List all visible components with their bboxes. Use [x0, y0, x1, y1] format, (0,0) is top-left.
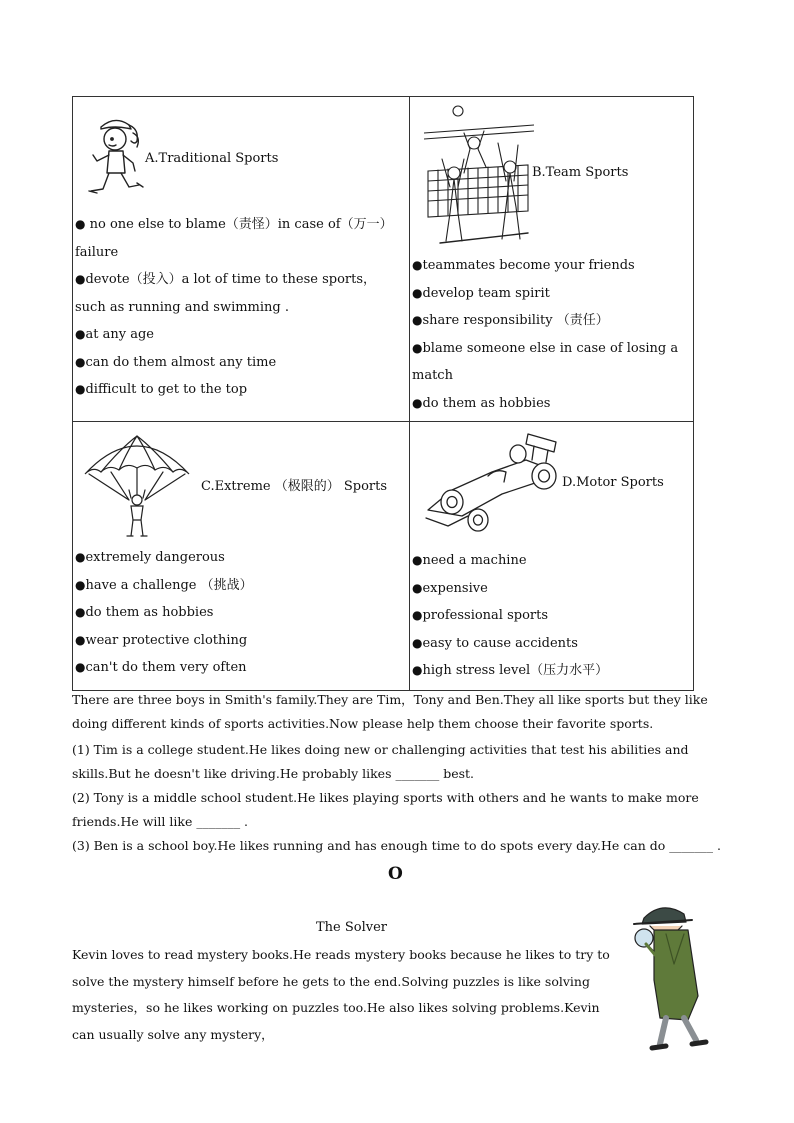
extreme-sports-title: C.Extreme （极限的） Sports	[201, 479, 388, 494]
team-sports-title: B.Team Sports	[532, 165, 629, 180]
question-2: (2) Tony is a middle school student.He likes playing sports with others and he wants to make more friends.He will like _______ .	[72, 790, 699, 829]
cell-motor-sports	[410, 422, 694, 691]
list-item: ●extremely dangerous	[75, 550, 225, 565]
list-item: ●can't do them very often	[75, 660, 247, 675]
list-item: ●teammates become your friends	[412, 258, 635, 273]
list-item: ●devote（投入）a lot of time to these sports，such as running and swimming .	[75, 272, 377, 315]
cell-team-sports	[410, 97, 694, 422]
list-item: ●at any age	[75, 327, 154, 342]
list-item: ●easy to cause accidents	[412, 635, 578, 651]
list-item: ●do them as hobbies	[75, 605, 214, 620]
runner-girl-icon	[85, 111, 145, 207]
list-item: ●share responsibility （责任）	[412, 313, 609, 328]
volleyball-players-icon	[424, 103, 534, 245]
list-item: ●expensive	[412, 580, 488, 596]
list-item: ●can do them almost any time	[75, 354, 277, 370]
section-letter: O	[388, 864, 403, 884]
list-item: ● no one else to blame（责怪）in case of（万一） failure	[75, 217, 393, 260]
list-item: ●difficult to get to the top	[75, 382, 248, 397]
traditional-sports-title: A.Traditional Sports	[145, 151, 279, 166]
race-car-icon	[422, 430, 562, 536]
list-item: ●blame someone else in case of losing a match	[412, 340, 679, 383]
list-item: ●do them as hobbies	[412, 395, 551, 411]
sports-table	[72, 96, 694, 691]
traditional-sports-list	[75, 211, 403, 404]
question-3: (3) Ben is a school boy.He likes running and has enough time to do spots every day.He can do _______ .	[72, 838, 721, 853]
extreme-sports-list	[75, 544, 403, 682]
passage-title: The Solver	[316, 920, 388, 935]
list-item: ●professional sports	[412, 608, 549, 623]
list-item: ●need a machine	[412, 553, 527, 568]
list-item: ●have a challenge （挑战）	[75, 577, 253, 593]
list-item: ●high stress level（压力水平）	[412, 663, 609, 678]
paraglider-icon	[81, 428, 193, 538]
motor-sports-title: D.Motor Sports	[562, 475, 664, 490]
passage-text: Kevin loves to read mystery books.He reads mystery books because he likes to try to solve the mystery himself before he gets to the end.Solving puzzles is like solving mysteries，so he likes working on puzzles too.He also likes solving problems.Kevin can usually solve any mystery，	[72, 947, 610, 1042]
detective-icon	[626, 900, 726, 1056]
cell-traditional-sports	[73, 97, 410, 422]
list-item: ●develop team spirit	[412, 285, 550, 301]
question-1: (1) Tim is a college student.He likes doing new or challenging activities that test his abilities and skills.But he doesn't like driving.He probably likes _______ best.	[72, 742, 689, 781]
intro-paragraph: There are three boys in Smith's family.They are Tim，Tony and Ben.They all like sports but they like doing different kinds of sports activities.Now please help them choose their favorite sports.	[72, 692, 708, 731]
list-item: ●wear protective clothing	[75, 632, 248, 648]
cell-extreme-sports	[73, 422, 410, 691]
team-sports-list	[412, 252, 687, 417]
motor-sports-list	[412, 547, 687, 685]
